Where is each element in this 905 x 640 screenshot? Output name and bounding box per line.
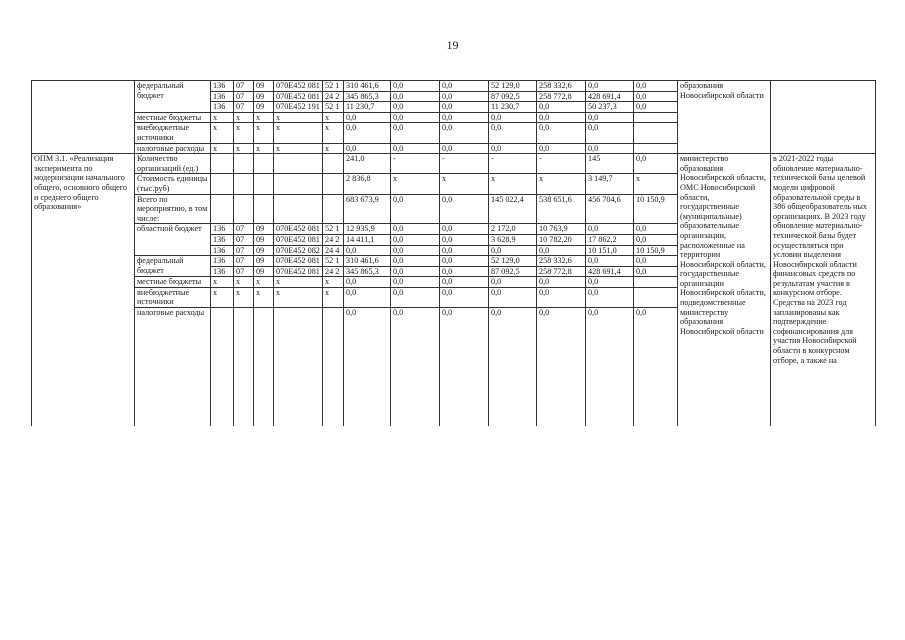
- table-cell: -: [440, 154, 489, 174]
- table-cell: [274, 308, 323, 426]
- table-cell: x: [323, 123, 344, 143]
- table-cell: [323, 194, 344, 224]
- table-cell: в 2021-2022 годы обновление материально-технической базы целевой модели цифровой образовательной среды в 386 общеобразователь ных организациях. В 2023 году обновление материально-технической базы будет осуществляться при условии выделения Новосибирской области финансовых средств по результатам участия в конкурсном отборе. Средства на 2023 год запланированы как подтверждение софинансирования для участия Новосибирской области в конкурсном отборе, а также на: [771, 154, 876, 426]
- table-cell: [634, 143, 678, 154]
- table-cell: 0,0: [440, 277, 489, 288]
- table-cell: ОПМ 3.1. «Реализация эксперимента по модернизации начального общего, основного общего и среднего общего образования»: [32, 154, 135, 426]
- table-cell: 14 411,1: [344, 234, 391, 245]
- table-cell: 07: [234, 256, 254, 267]
- table-cell: 0,0: [391, 234, 440, 245]
- table-cell: x: [234, 123, 254, 143]
- table-cell: 0,0: [537, 308, 586, 426]
- table-cell: налоговые расходы: [135, 308, 211, 426]
- table-cell: 11 230,7: [489, 102, 537, 113]
- table-cell: 10 782,20: [537, 234, 586, 245]
- table-cell: x: [274, 287, 323, 307]
- table-cell: 52 1: [323, 224, 344, 235]
- table-cell: 3 628,9: [489, 234, 537, 245]
- table-cell: 070E452 081: [274, 91, 323, 102]
- table-cell: 0,0: [586, 123, 634, 143]
- table-cell: 0,0: [634, 154, 678, 174]
- table-cell: 0,0: [489, 245, 537, 256]
- table-cell: 0,0: [391, 266, 440, 277]
- table-cell: x: [274, 277, 323, 288]
- table-cell: 0,0: [537, 143, 586, 154]
- table-cell: 0,0: [391, 194, 440, 224]
- table-cell: 070E452 081: [274, 256, 323, 267]
- table-cell: 52 129,0: [489, 81, 537, 92]
- table-cell: местные бюджеты: [135, 277, 211, 288]
- table-cell: 0,0: [586, 277, 634, 288]
- table-cell: 09: [254, 266, 274, 277]
- table-cell: x: [323, 277, 344, 288]
- table-cell: x: [254, 143, 274, 154]
- table-cell: 09: [254, 91, 274, 102]
- table-cell: 07: [234, 224, 254, 235]
- table-cell: 0,0: [391, 277, 440, 288]
- table-cell: [234, 174, 254, 194]
- table-cell: Всего по мероприятию, в том числе:: [135, 194, 211, 224]
- table-cell: 0,0: [440, 112, 489, 123]
- table-cell: 0,0: [586, 308, 634, 426]
- table-cell: 0,0: [586, 256, 634, 267]
- table-cell: областной бюджет: [135, 224, 211, 256]
- table-cell: 0,0: [344, 143, 391, 154]
- table-cell: 0,0: [440, 308, 489, 426]
- table-cell: x: [211, 112, 234, 123]
- table-cell: 241,0: [344, 154, 391, 174]
- table-cell: 0,0: [391, 224, 440, 235]
- table-cell: x: [440, 174, 489, 194]
- table-cell: 07: [234, 266, 254, 277]
- table-cell: 07: [234, 102, 254, 113]
- table-cell: [274, 154, 323, 174]
- table-cell: [211, 174, 234, 194]
- table-cell: 0,0: [537, 102, 586, 113]
- table-cell: 87 092,5: [489, 266, 537, 277]
- table-cell: 0,0: [586, 224, 634, 235]
- table-cell: федеральный бюджет: [135, 256, 211, 277]
- table-cell: Количество организаций (ед.): [135, 154, 211, 174]
- table-cell: 0,0: [391, 287, 440, 307]
- table-cell: 0,0: [489, 287, 537, 307]
- table-row: [32, 154, 876, 174]
- table-cell: 0,0: [440, 123, 489, 143]
- table-cell: x: [323, 112, 344, 123]
- table-cell: 0,0: [634, 308, 678, 426]
- table-cell: 0,0: [391, 143, 440, 154]
- table-cell: 52 1: [323, 102, 344, 113]
- table-cell: 24 4: [323, 245, 344, 256]
- table-cell: x: [254, 287, 274, 307]
- table-cell: 0,0: [489, 308, 537, 426]
- table-cell: налоговые расходы: [135, 143, 211, 154]
- table-cell: 0,0: [440, 194, 489, 224]
- table-cell: 0,0: [586, 287, 634, 307]
- table-cell: [211, 194, 234, 224]
- table-cell: 24 2: [323, 91, 344, 102]
- table-cell: 10 151,0: [586, 245, 634, 256]
- table-cell: 09: [254, 245, 274, 256]
- table-cell: [323, 174, 344, 194]
- table-cell: [634, 277, 678, 288]
- table-cell: 538 651,6: [537, 194, 586, 224]
- table-cell: 0,0: [440, 102, 489, 113]
- table-cell: 52 129,0: [489, 256, 537, 267]
- table-cell: 0,0: [391, 245, 440, 256]
- table-cell: 2 172,0: [489, 224, 537, 235]
- table-cell: [234, 308, 254, 426]
- table-cell: федеральный бюджет: [135, 81, 211, 113]
- table-cell: 50 237,3: [586, 102, 634, 113]
- table-cell: 683 673,9: [344, 194, 391, 224]
- table-cell: 07: [234, 81, 254, 92]
- budget-table: [31, 80, 876, 426]
- table-cell: 0,0: [440, 234, 489, 245]
- table-cell: 0,0: [440, 143, 489, 154]
- table-cell: 0,0: [391, 102, 440, 113]
- table-cell: 0,0: [344, 308, 391, 426]
- table-cell: 0,0: [344, 287, 391, 307]
- table-cell: 24 2: [323, 234, 344, 245]
- table-cell: 0,0: [440, 224, 489, 235]
- table-cell: 0,0: [537, 287, 586, 307]
- table-cell: [323, 308, 344, 426]
- table-cell: 2 836,8: [344, 174, 391, 194]
- table-cell: 345 865,3: [344, 91, 391, 102]
- table-cell: 0,0: [344, 112, 391, 123]
- table-cell: 258 772,8: [537, 266, 586, 277]
- table-cell: -: [489, 154, 537, 174]
- table-cell: x: [234, 277, 254, 288]
- table-cell: 136: [211, 102, 234, 113]
- table-cell: 0,0: [344, 123, 391, 143]
- table-cell: x: [323, 143, 344, 154]
- page-number: 19: [446, 38, 459, 52]
- table-cell: 0,0: [391, 308, 440, 426]
- table-cell: 136: [211, 256, 234, 267]
- table-cell: x: [274, 123, 323, 143]
- table-cell: x: [211, 143, 234, 154]
- table-cell: 0,0: [537, 123, 586, 143]
- table-cell: 258 772,8: [537, 91, 586, 102]
- table-cell: 136: [211, 224, 234, 235]
- table-cell: 258 332,6: [537, 81, 586, 92]
- table-cell: [254, 308, 274, 426]
- table-cell: образования Новосибирской области: [678, 81, 771, 154]
- table-cell: [634, 287, 678, 307]
- table-cell: 0,0: [586, 143, 634, 154]
- table-cell: 310 461,6: [344, 256, 391, 267]
- table-cell: [254, 174, 274, 194]
- table-cell: министерство образования Новосибирской области, ОМС Новосибирской области, государственные (муниципальные) образовательные организации, расположенные на территории Новосибирской области, государственные организации Новосибирской области, подведомственные министерству образования Новосибирской области: [678, 154, 771, 426]
- table-cell: 0,0: [391, 91, 440, 102]
- table-cell: 0,0: [440, 91, 489, 102]
- table-cell: 070E452 081: [274, 81, 323, 92]
- table-cell: 0,0: [586, 81, 634, 92]
- table-cell: 0,0: [440, 266, 489, 277]
- table-cell: местные бюджеты: [135, 112, 211, 123]
- table-cell: 11 230,7: [344, 102, 391, 113]
- table-cell: x: [274, 143, 323, 154]
- table-cell: [254, 194, 274, 224]
- table-cell: [274, 194, 323, 224]
- table-cell: [323, 154, 344, 174]
- table-cell: x: [274, 112, 323, 123]
- table-cell: 136: [211, 266, 234, 277]
- table-cell: 0,0: [537, 277, 586, 288]
- table-cell: 0,0: [634, 81, 678, 92]
- table-cell: 0,0: [391, 81, 440, 92]
- table-cell: 0,0: [391, 123, 440, 143]
- table-cell: [211, 308, 234, 426]
- table-cell: x: [211, 123, 234, 143]
- table-cell: 0,0: [440, 245, 489, 256]
- table-cell: 136: [211, 91, 234, 102]
- table-cell: x: [323, 287, 344, 307]
- table-cell: 0,0: [634, 266, 678, 277]
- table-cell: x: [254, 112, 274, 123]
- table-cell: 428 691,4: [586, 91, 634, 102]
- table-cell: 10 763,9: [537, 224, 586, 235]
- table-cell: 0,0: [391, 112, 440, 123]
- table-cell: 0,0: [537, 112, 586, 123]
- table-cell: 10 150,9: [634, 245, 678, 256]
- table-cell: -: [537, 154, 586, 174]
- table-cell: 070E452 081: [274, 234, 323, 245]
- table-cell: 10 150,9: [634, 194, 678, 224]
- table-cell: x: [634, 174, 678, 194]
- table-cell: 070E452 081: [274, 266, 323, 277]
- table-cell: [32, 81, 135, 154]
- table-cell: x: [254, 277, 274, 288]
- table-cell: 87 092,5: [489, 91, 537, 102]
- table-cell: x: [254, 123, 274, 143]
- table-cell: 09: [254, 224, 274, 235]
- table-cell: x: [489, 174, 537, 194]
- table-cell: 428 691,4: [586, 266, 634, 277]
- table-cell: 136: [211, 81, 234, 92]
- table-cell: x: [234, 112, 254, 123]
- table-cell: [274, 174, 323, 194]
- table-cell: 345 865,3: [344, 266, 391, 277]
- table-cell: 0,0: [634, 234, 678, 245]
- table-cell: 0,0: [489, 123, 537, 143]
- table-cell: [211, 154, 234, 174]
- table-cell: 12 935,9: [344, 224, 391, 235]
- table-cell: -: [391, 154, 440, 174]
- table-cell: 0,0: [634, 102, 678, 113]
- table-cell: 0,0: [489, 277, 537, 288]
- table-cell: 0,0: [344, 277, 391, 288]
- table-cell: 07: [234, 245, 254, 256]
- table-cell: [234, 194, 254, 224]
- table-cell: 0,0: [391, 256, 440, 267]
- table-cell: 145: [586, 154, 634, 174]
- table-cell: 456 704,6: [586, 194, 634, 224]
- table-cell: 07: [234, 91, 254, 102]
- table-row: [32, 81, 876, 92]
- table-cell: 070E452 191: [274, 102, 323, 113]
- table-cell: 0,0: [489, 112, 537, 123]
- table-cell: 310 461,6: [344, 81, 391, 92]
- table-cell: 52 1: [323, 256, 344, 267]
- table-cell: 09: [254, 234, 274, 245]
- table-cell: [634, 123, 678, 143]
- table-cell: 0,0: [440, 81, 489, 92]
- table-cell: [634, 112, 678, 123]
- table-cell: x: [234, 287, 254, 307]
- table-cell: 0,0: [634, 224, 678, 235]
- table-cell: 0,0: [586, 112, 634, 123]
- table-cell: 070E452 081: [274, 224, 323, 235]
- table-cell: 0,0: [634, 91, 678, 102]
- table-cell: 136: [211, 245, 234, 256]
- table-cell: x: [391, 174, 440, 194]
- table-cell: 258 332,6: [537, 256, 586, 267]
- table-cell: внебюджетные источники: [135, 287, 211, 307]
- table-cell: 0,0: [440, 287, 489, 307]
- table-cell: внебюджетные источники: [135, 123, 211, 143]
- table-cell: 136: [211, 234, 234, 245]
- table-cell: 0,0: [344, 245, 391, 256]
- table-cell: 17 862,2: [586, 234, 634, 245]
- table-cell: x: [211, 277, 234, 288]
- table-cell: 0,0: [489, 143, 537, 154]
- table-cell: 09: [254, 256, 274, 267]
- table-cell: 0,0: [537, 245, 586, 256]
- table-cell: [234, 154, 254, 174]
- table-cell: 3 149,7: [586, 174, 634, 194]
- table-cell: 09: [254, 81, 274, 92]
- table-cell: 070E452 082: [274, 245, 323, 256]
- table-cell: [771, 81, 876, 154]
- table-cell: 09: [254, 102, 274, 113]
- table-cell: x: [211, 287, 234, 307]
- table-cell: [254, 154, 274, 174]
- table-cell: Стоимость единицы (тыс.руб): [135, 174, 211, 194]
- table-cell: 24 2: [323, 266, 344, 277]
- table-cell: 145 022,4: [489, 194, 537, 224]
- table-cell: 52 1: [323, 81, 344, 92]
- table-cell: 0,0: [440, 256, 489, 267]
- table-cell: 07: [234, 234, 254, 245]
- table-cell: x: [234, 143, 254, 154]
- table-cell: 0,0: [634, 256, 678, 267]
- table-cell: x: [537, 174, 586, 194]
